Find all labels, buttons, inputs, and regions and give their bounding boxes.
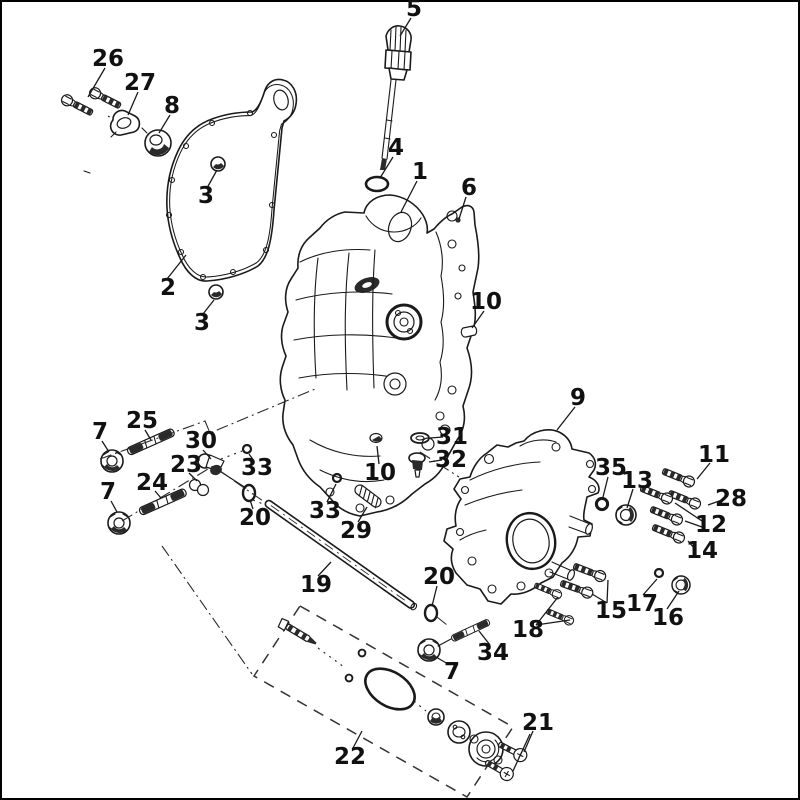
flange-nut-part-7-upper [101,450,123,472]
callout-label-10: 10 [469,289,503,315]
bolt-part-11 [661,466,696,489]
o-ring-part-17 [655,569,663,577]
flange-nut-part-7-lower [108,512,130,534]
callout-label-30: 30 [184,428,218,454]
bolt-part-15b [559,578,594,600]
bolt-part-15a [572,561,607,583]
assembly-axis-dots [318,648,426,711]
large-o-ring [358,660,422,717]
callout-label-34: 34 [476,640,510,666]
dowel-part-10-lower [370,434,382,443]
plug-part-16 [672,576,690,594]
adjuster-screw-part-22 [277,618,318,648]
callout-label-24: 24 [135,470,169,496]
callout-label-3: 3 [193,310,211,336]
callout-label-33: 33 [240,455,274,481]
callout-label-2: 2 [159,275,177,301]
cap-part-8 [142,128,171,156]
callout-label-7: 7 [443,659,461,685]
ring-part-20-right [425,605,437,621]
o-ring-part-35 [596,498,607,509]
callout-label-5: 5 [405,0,423,22]
callout-label-33: 33 [308,498,342,524]
callout-label-32: 32 [434,447,468,473]
cap-part-23 [190,480,209,496]
callout-label-12: 12 [694,512,728,538]
tiny-ring [359,650,366,657]
callout-label-11: 11 [697,442,731,468]
callout-label-19: 19 [299,572,333,598]
callout-label-23: 23 [169,452,203,478]
hex-bolt [60,93,95,118]
bolt-part-12b [649,504,684,527]
callout-label-10: 10 [363,460,397,486]
dowel-bolt-part-3-lower [209,285,223,299]
bolt-part-14 [651,522,686,545]
plug-part-13 [616,505,636,525]
gasket-part-2 [167,79,297,281]
callout-label-15: 15 [594,598,628,624]
callout-label-20: 20 [238,505,272,531]
callout-label-29: 29 [339,518,373,544]
callout-label-8: 8 [163,93,181,119]
callout-label-17: 17 [625,591,659,617]
o-ring-part-4 [366,177,388,191]
clamp-part-27 [111,110,140,137]
group-box-part-22 [254,606,513,797]
tiny-ring [346,675,353,682]
link-line [438,639,451,646]
callout-label-14: 14 [685,538,719,564]
pump-plate [448,721,470,743]
callout-label-4: 4 [387,135,405,161]
callout-label-25: 25 [125,408,159,434]
dowel-part-10-right [461,326,476,337]
dowel-bolt-part-3-upper [211,157,225,171]
callout-label-18: 18 [511,617,545,643]
bolt-part-18a [533,581,563,601]
callout-label-22: 22 [333,744,367,770]
tick-mark [84,171,90,173]
callout-label-3: 3 [197,183,215,209]
callout-label-9: 9 [569,385,587,411]
callout-label-20: 20 [422,564,456,590]
callout-label-28: 28 [714,486,748,512]
callout-label-7: 7 [91,419,109,445]
side-cover-part-9 [444,430,599,604]
callout-label-16: 16 [651,605,685,631]
callout-label-1: 1 [411,159,429,185]
ring-part-33-left [243,445,251,453]
callout-label-26: 26 [91,46,125,72]
callout-label-21: 21 [521,710,555,736]
callout-label-7: 7 [99,479,117,505]
pump-nut [428,709,444,725]
callout-label-6: 6 [460,175,478,201]
callout-label-31: 31 [435,424,469,450]
callout-label-35: 35 [594,455,628,481]
callout-label-27: 27 [123,70,157,96]
callout-label-13: 13 [620,468,654,494]
